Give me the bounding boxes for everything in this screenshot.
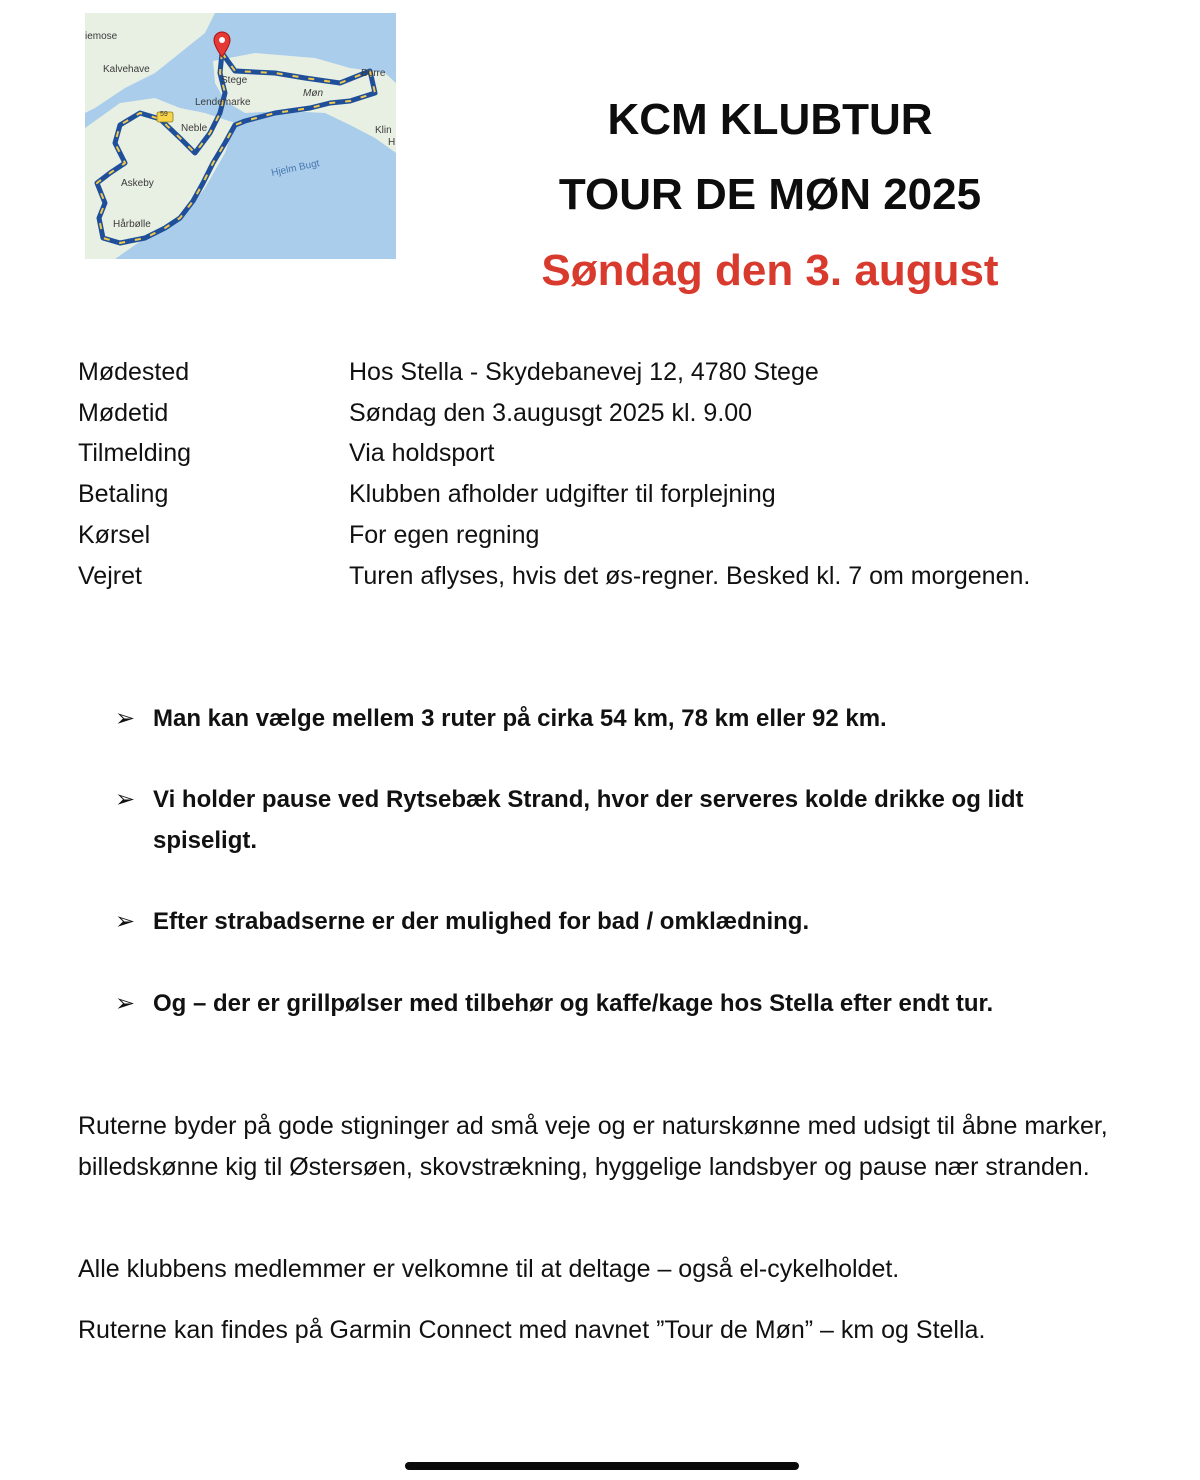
bullet-text: Man kan vælge mellem 3 ruter på cirka 54 km, 78 km eller 92 km. bbox=[153, 705, 887, 732]
map-label-kalvehave: Kalvehave bbox=[103, 64, 150, 75]
arrow-bullet-icon: ➢ bbox=[115, 990, 136, 1017]
info-label: Mødetid bbox=[78, 399, 169, 427]
map-label-iemose: iemose bbox=[85, 31, 118, 42]
garmin-paragraph: Ruterne kan findes på Garmin Connect med navnet ”Tour de Møn” – km og Stella. bbox=[78, 1316, 986, 1344]
info-value: Turen aflyses, hvis det øs-regner. Besked kl. 7 om morgenen. bbox=[349, 562, 1031, 590]
info-value: Klubben afholder udgifter til forplejning bbox=[349, 480, 776, 508]
info-label: Tilmelding bbox=[78, 439, 192, 467]
map-label-klint: Klin bbox=[375, 125, 392, 136]
home-indicator[interactable] bbox=[405, 1462, 799, 1470]
bullet-text: Efter strabadserne er der mulighed for bad / omklædning. bbox=[153, 908, 810, 935]
info-value: Hos Stella - Skydebanevej 12, 4780 Stege bbox=[349, 358, 819, 386]
info-value: For egen regning bbox=[349, 521, 540, 549]
info-value: Søndag den 3.augusgt 2025 kl. 9.00 bbox=[349, 399, 753, 427]
map-label-askeby: Askeby bbox=[121, 178, 154, 189]
bullet-text: Og – der er grillpølser med tilbehør og kaffe/kage hos Stella efter endt tur. bbox=[153, 990, 994, 1017]
arrow-bullet-icon: ➢ bbox=[115, 786, 136, 813]
map-label-stege: Stege bbox=[221, 75, 248, 86]
welcome-paragraph: Alle klubbens medlemmer er velkomne til at deltage – også el-cykelholdet. bbox=[78, 1255, 900, 1283]
map-label-klint2: H bbox=[388, 137, 396, 148]
bullet-item bbox=[115, 779, 1075, 861]
map-label-harbolle: Hårbølle bbox=[113, 219, 151, 230]
description-paragraph: Ruterne byder på gode stigninger ad små veje og er naturskønne med udsigt til åbne marker, billedskønne kig til Østersøen, skovstrækning, hyggelige landsbyer og pause nær stranden. bbox=[78, 1112, 1108, 1181]
title-line-1: KCM KLUBTUR bbox=[607, 95, 933, 144]
info-value: Via holdsport bbox=[349, 439, 495, 467]
route-map bbox=[85, 13, 396, 259]
bullet-item bbox=[115, 901, 1075, 942]
map-label-borre: Borre bbox=[361, 68, 386, 79]
info-label: Betaling bbox=[78, 480, 169, 508]
map-label-mon: Møn bbox=[303, 88, 323, 99]
bullet-text: Vi holder pause ved Rytsebæk Strand, hvor der serveres kolde drikke og lidt spiseligt. bbox=[153, 786, 1024, 854]
info-label: Vejret bbox=[78, 562, 142, 590]
map-label-lendemarke: Lendemarke bbox=[195, 97, 251, 108]
arrow-bullet-icon: ➢ bbox=[115, 908, 136, 935]
map-label-hjelm-bugt: Hjelm Bugt bbox=[270, 158, 321, 179]
info-label: Mødested bbox=[78, 358, 190, 386]
info-label: Kørsel bbox=[78, 521, 151, 549]
map-label-road: 59 bbox=[160, 111, 168, 118]
arrow-bullet-icon: ➢ bbox=[115, 705, 136, 732]
map-label-neble: Neble bbox=[181, 123, 208, 134]
bullet-item bbox=[115, 698, 1075, 739]
event-date: Søndag den 3. august bbox=[541, 246, 999, 295]
bullet-item bbox=[115, 983, 1075, 1024]
title-block bbox=[430, 0, 1110, 300]
title-line-2: TOUR DE MØN 2025 bbox=[558, 170, 982, 219]
